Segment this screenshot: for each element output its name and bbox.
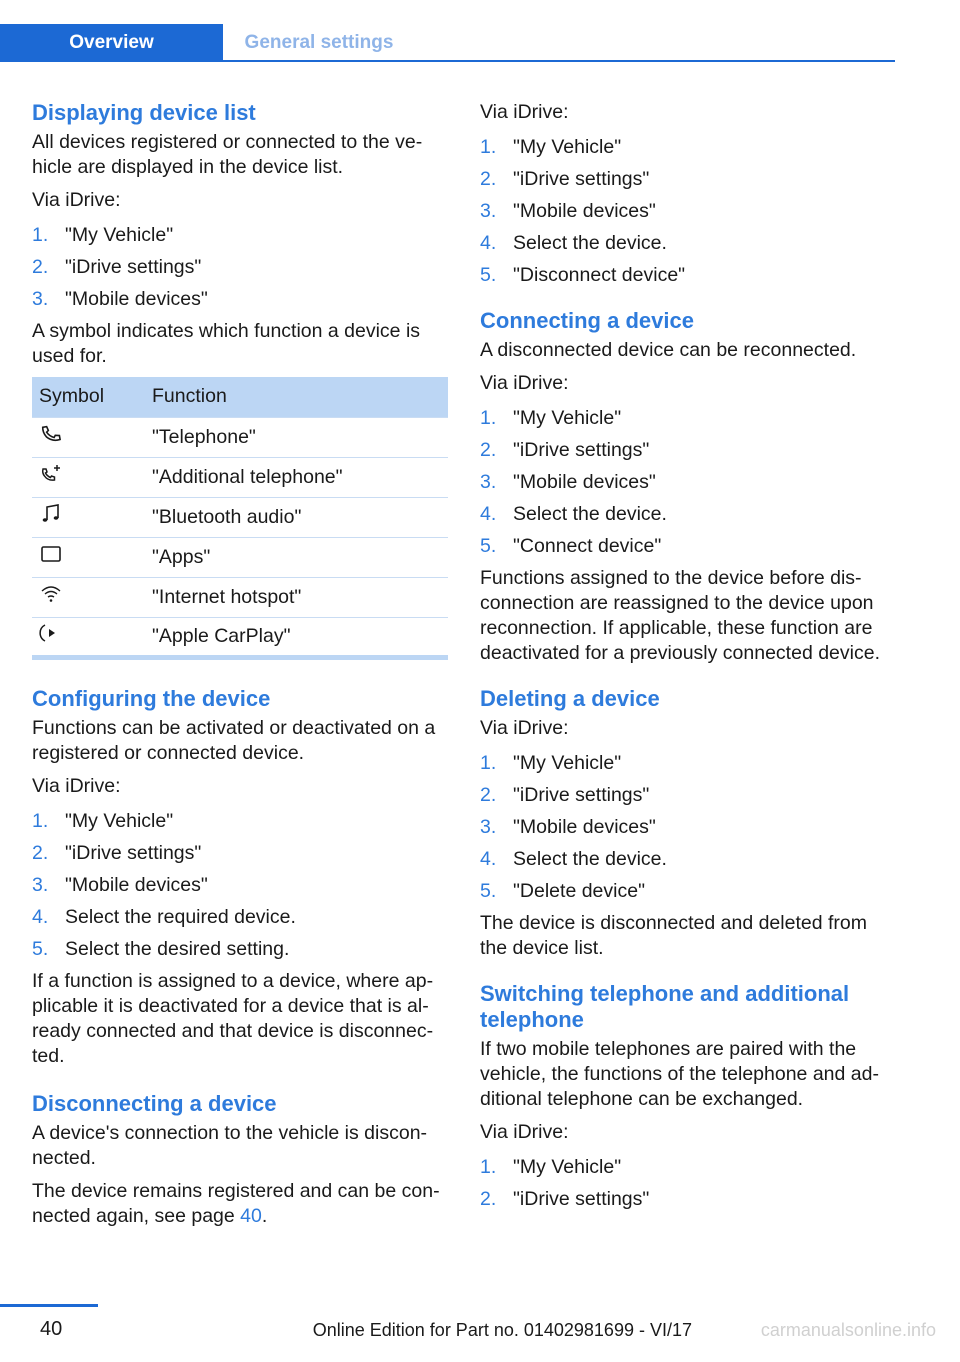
list-item: 2. "iDrive settings" xyxy=(480,168,650,190)
table-row xyxy=(32,457,448,497)
list-item: 3. "Mobile devices" xyxy=(480,200,656,222)
via-idrive-label: Via iDrive: xyxy=(480,101,569,123)
carplay-icon xyxy=(39,621,63,651)
paragraph: The device remains registered and can be con‐nected again, see page 40. xyxy=(32,1179,440,1227)
table-cell-function: "Telephone" xyxy=(145,417,448,457)
list-item: 3. "Mobile devices" xyxy=(480,816,656,838)
table-header-symbol: Symbol xyxy=(32,377,145,417)
section-heading-configuring-the-device: Configuring the device xyxy=(32,685,271,711)
wifi-hotspot-icon xyxy=(39,582,63,612)
via-idrive-label: Via iDrive: xyxy=(32,774,121,797)
table-header-row xyxy=(32,377,448,417)
paragraph: A disconnected device can be reconnected. xyxy=(480,339,857,361)
music-note-icon xyxy=(39,502,63,532)
edition-info: Online Edition for Part no. 01402981699 - VI/17 xyxy=(312,1320,692,1340)
list-item: 5. Select the desired setting. xyxy=(32,937,290,960)
paragraph: A device's connection to the vehicle is discon‐nected. xyxy=(32,1121,428,1169)
list-item: 3. "Mobile devices" xyxy=(32,873,208,896)
steps-list xyxy=(32,809,448,962)
list-item: 1. "My Vehicle" xyxy=(32,224,174,246)
list-item: 4. Select the device. xyxy=(480,848,667,870)
table-row xyxy=(32,617,448,657)
list-item: 2. "iDrive settings" xyxy=(480,784,650,806)
steps-list xyxy=(480,135,896,288)
page-number: 40 xyxy=(40,1318,63,1340)
table-row xyxy=(32,577,448,617)
list-item: 4. Select the required device. xyxy=(32,905,296,928)
list-item: 1. "My Vehicle" xyxy=(480,752,622,774)
header-tab-bar xyxy=(0,24,895,62)
list-item: 5. "Disconnect device" xyxy=(480,264,686,286)
apps-icon xyxy=(39,542,63,572)
list-item: 4. Select the device. xyxy=(480,232,667,254)
via-idrive-label: Via iDrive: xyxy=(480,372,569,394)
list-item: 2. "iDrive settings" xyxy=(480,439,650,461)
page-reference-link[interactable]: 40 xyxy=(240,1204,262,1227)
via-idrive-label: Via iDrive: xyxy=(480,717,569,739)
right-column xyxy=(480,100,896,1219)
paragraph: Functions can be activated or deactivated on a registered or connected device. xyxy=(32,716,436,764)
list-item: 1. "My Vehicle" xyxy=(32,809,174,832)
table-cell-function: "Additional telephone" xyxy=(145,457,448,497)
section-heading-connecting-a-device: Connecting a device xyxy=(480,308,694,333)
list-item: 1. "My Vehicle" xyxy=(480,407,622,429)
section-heading-deleting-a-device: Deleting a device xyxy=(480,686,660,711)
left-column xyxy=(32,100,448,1237)
watermark: carmanualsonline.info xyxy=(760,1320,936,1340)
section-heading-displaying-device-list: Displaying device list xyxy=(32,100,256,125)
table-row xyxy=(32,417,448,457)
telephone-icon xyxy=(39,422,63,452)
steps-list xyxy=(480,406,896,559)
steps-list xyxy=(480,751,896,904)
list-item: 5. "Connect device" xyxy=(480,535,662,557)
paragraph: If a function is assigned to a device, where ap‐plicable it is deactivated for a device that is al‐ready connected and that device is disconnec‐ted. xyxy=(32,969,434,1067)
paragraph: Functions assigned to the device before dis‐connection are reassigned to the device upon reconnection. If applicable, these function are deactivated for a previously connected device. xyxy=(480,567,880,664)
table-row xyxy=(32,497,448,537)
paragraph: All devices registered or connected to the ve‐hicle are displayed in the device list. xyxy=(32,131,423,178)
table-cell-function: "Apple CarPlay" xyxy=(145,617,448,657)
via-idrive-label: Via iDrive: xyxy=(480,1121,569,1143)
symbol-function-table xyxy=(32,377,448,660)
list-item: 5. "Delete device" xyxy=(480,880,645,902)
paragraph: A symbol indicates which function a device is used for. xyxy=(32,320,421,367)
table-cell-function: "Apps" xyxy=(145,537,448,577)
table-row xyxy=(32,537,448,577)
list-item: 1. "My Vehicle" xyxy=(480,1156,622,1178)
tab-general-settings[interactable]: General settings xyxy=(244,32,394,53)
table-cell-function: "Bluetooth audio" xyxy=(145,497,448,537)
list-item: 2. "iDrive settings" xyxy=(32,841,202,864)
list-item: 1. "My Vehicle" xyxy=(480,136,622,158)
paragraph: If two mobile telephones are paired with the vehicle, the functions of the telephone and ad‐ditional telephone can be exchanged. xyxy=(480,1038,879,1110)
footer-divider xyxy=(0,1304,98,1307)
table-cell-function: "Internet hotspot" xyxy=(145,577,448,617)
steps-list xyxy=(480,1155,896,1212)
section-heading-disconnecting-a-device: Disconnecting a device xyxy=(32,1090,277,1116)
section-heading-switching-telephone: Switching telephone and additional telephone xyxy=(480,981,850,1032)
steps-list xyxy=(32,223,448,312)
list-item: 2. "iDrive settings" xyxy=(32,256,202,278)
list-item: 3. "Mobile devices" xyxy=(480,471,656,493)
list-item: 4. Select the device. xyxy=(480,503,667,525)
list-item: 3. "Mobile devices" xyxy=(32,288,208,310)
paragraph: The device is disconnected and deleted from the device list. xyxy=(480,912,867,959)
tab-overview[interactable]: Overview xyxy=(0,24,223,62)
table-header-function: Function xyxy=(145,377,448,417)
list-item: 2. "iDrive settings" xyxy=(480,1188,650,1210)
additional-telephone-icon xyxy=(39,462,63,492)
via-idrive-label: Via iDrive: xyxy=(32,189,121,211)
